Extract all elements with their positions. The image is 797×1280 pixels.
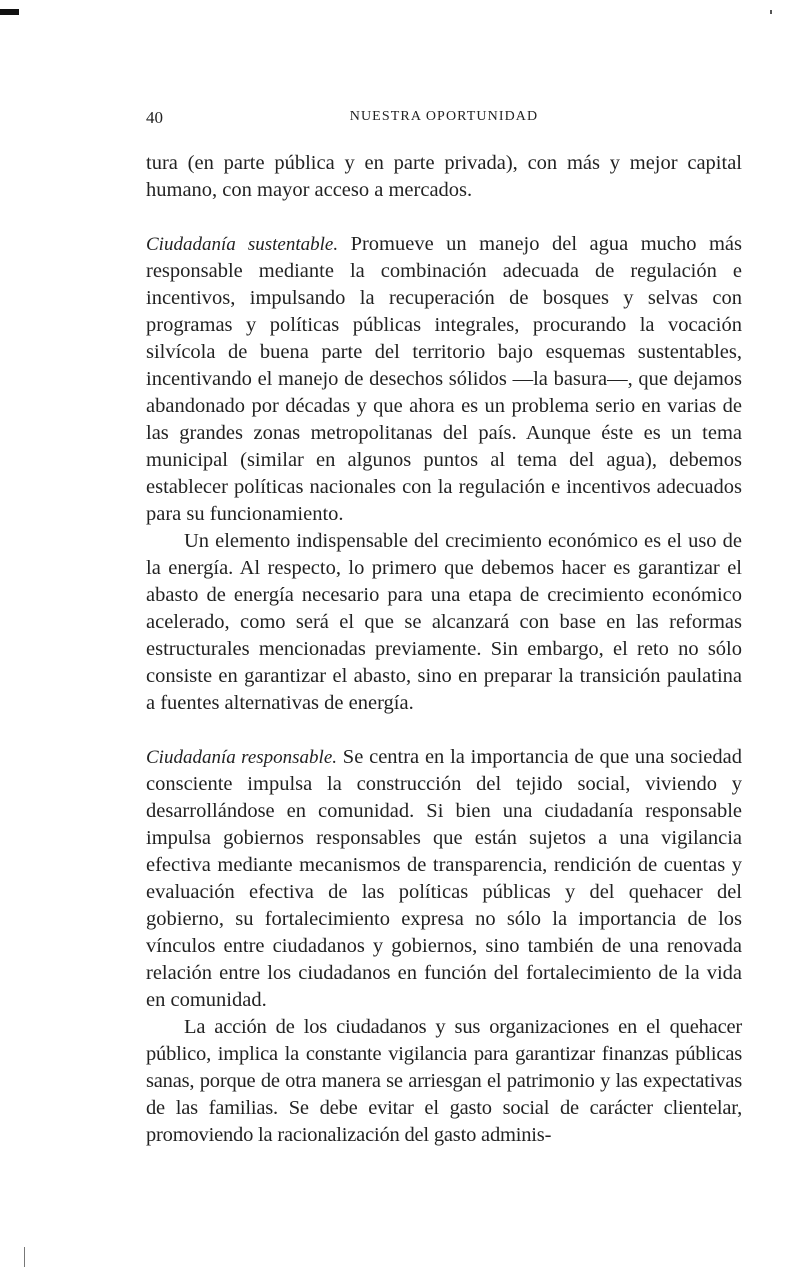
- paragraph-text: La acción de los ciudadanos y sus organizaciones en el quehacer público, implica la constante vigilancia para garantizar finanzas públicas sanas, porque de otra manera se arriesgan el patrimonio y las expectativas de las familias. Se debe evitar el gasto social de carácter clientelar, promoviendo la racionalización del gasto adminis-: [146, 1016, 742, 1146]
- scan-edge-line: [24, 1247, 25, 1267]
- page-header: [146, 108, 742, 130]
- scan-speck: [770, 10, 772, 14]
- scan-corner-mark: [0, 9, 19, 15]
- running-head: NUESTRA OPORTUNIDAD: [349, 109, 539, 124]
- paragraph-text: Un elemento indispensable del crecimiento económico es el uso de la energía. Al respecto, lo primero que debemos hacer es garantizar el abasto de energía necesario para una etapa de crecimiento económico acelerado, como será el que se alcanzará con base en las reformas estructurales mencionadas previamente. Sin embargo, el reto no sólo consiste en garantizar el abasto, sino en preparar la transición paulatina a fuentes alternativas de energía.: [146, 530, 742, 714]
- section-lead-heading: Ciudadanía responsable.: [146, 747, 338, 768]
- section-lead-heading: Ciudadanía sustentable.: [146, 234, 339, 255]
- paragraph-energia: [146, 528, 742, 717]
- paragraph-ciudadania-sustentable: [146, 231, 742, 528]
- paragraph-accion-ciudadanos: [146, 1014, 742, 1149]
- paragraph-text: Promueve un manejo del agua mucho más responsable mediante la combinación adecuada de regulación e incentivos, impulsando la recuperación de bosques y selvas con programas y políticas públicas integrales, procurando la vocación silvícola de buena parte del territorio bajo esquemas sustentables, incentivando el manejo de desechos sólidos —la basura—, que dejamos abandonado por décadas y que ahora es un problema serio en varias de las grandes zonas metropolitanas del país. Aunque éste es un tema municipal (similar en algunos puntos al tema del agua), debemos establecer políticas nacionales con la regulación e incentivos adecuados para su funcionamiento.: [146, 233, 742, 525]
- paragraph-text: Se centra en la importancia de que una sociedad consciente impulsa la construcción del tejido social, viviendo y desarrollándose en comunidad. Si bien una ciudadanía responsable impulsa gobiernos responsables que están sujetos a una vigilancia efectiva mediante mecanismos de transparencia, rendición de cuentas y evaluación efectiva de las políticas públicas y del quehacer del gobierno, su fortalecimiento expresa no sólo la importancia de los vínculos entre ciudadanos y gobiernos, sino también de una renovada relación entre los ciudadanos en función del fortalecimiento de la vida en comunidad.: [146, 746, 742, 1011]
- paragraph-text: tura (en parte pública y en parte privada), con más y mejor capital humano, con mayor acceso a mercados.: [146, 152, 742, 201]
- paragraph-ciudadania-responsable: [146, 744, 742, 1014]
- page-number: 40: [146, 108, 163, 127]
- paragraph-continuation: [146, 150, 742, 204]
- body-text: [146, 150, 742, 1149]
